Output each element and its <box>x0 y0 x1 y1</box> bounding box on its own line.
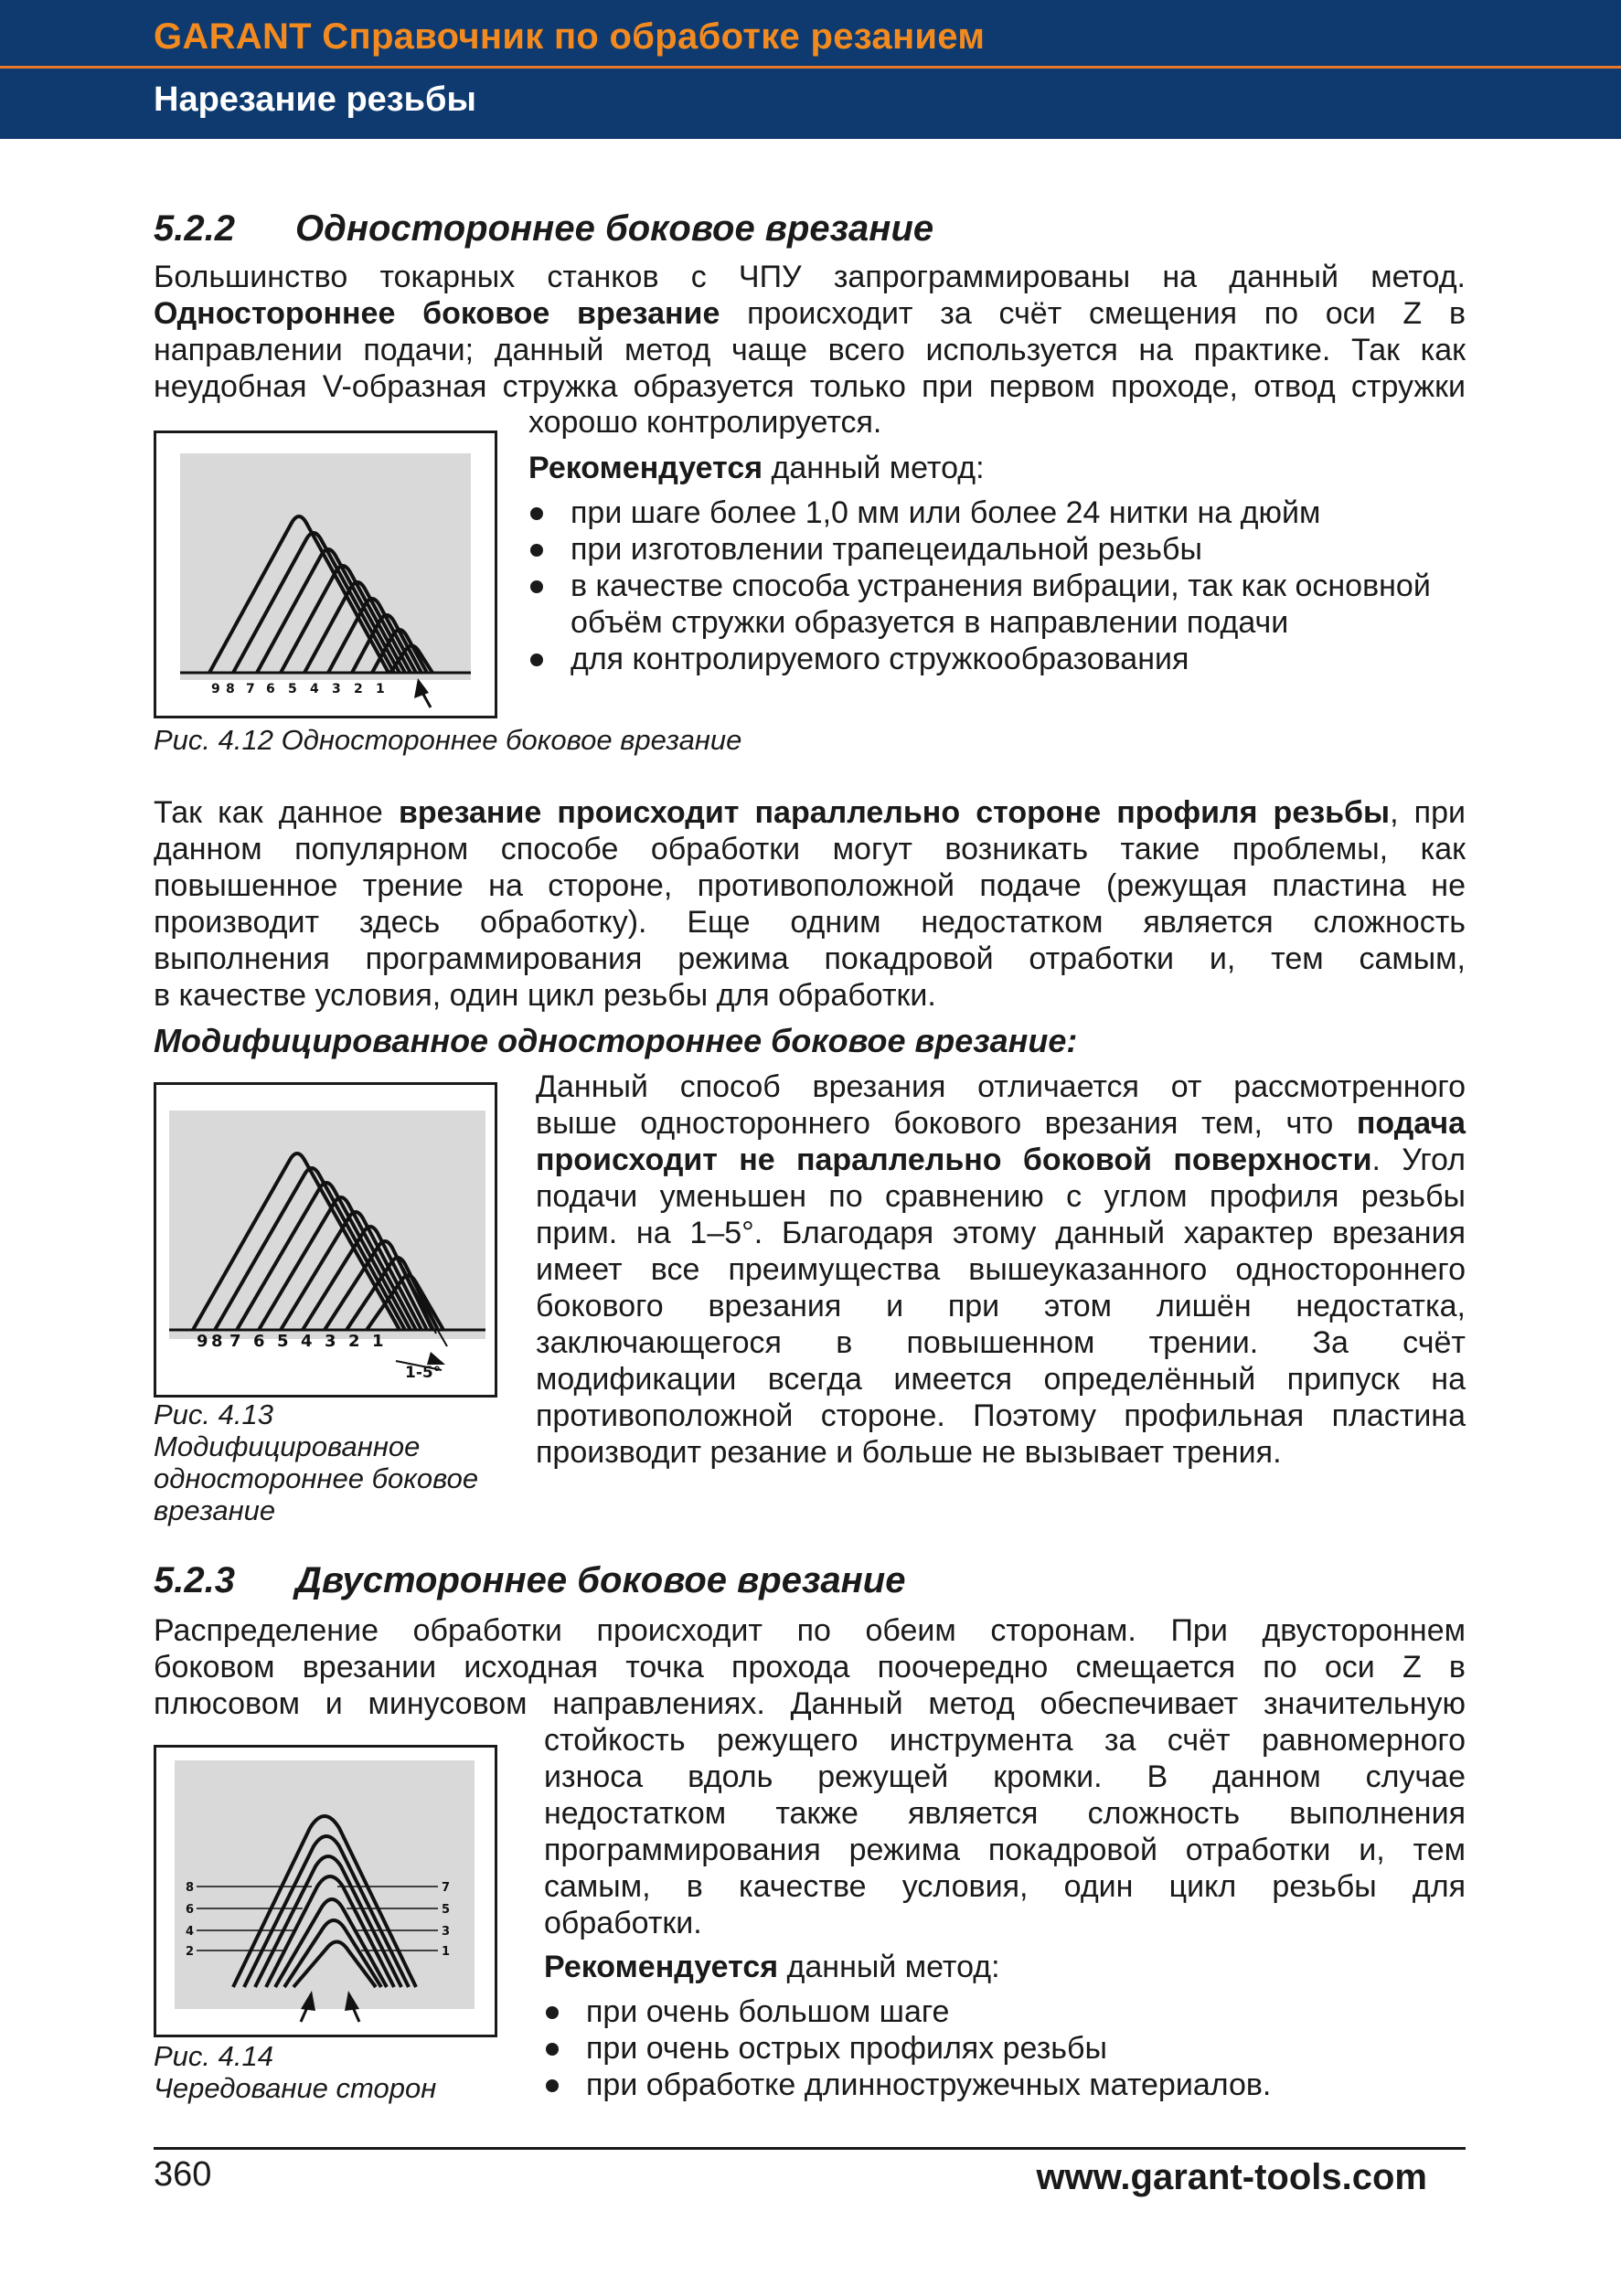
figure-4-14 <box>154 1745 497 2037</box>
text-line <box>154 794 1466 831</box>
feed-arrow-icon <box>414 678 431 707</box>
list-item: при очень большом шаге <box>544 1993 1271 2030</box>
caption-line: Чередование сторон <box>154 2072 437 2104</box>
recommendation-list <box>544 1993 1271 2103</box>
pass-label: 4 <box>310 682 319 696</box>
figure-caption <box>154 1398 478 1526</box>
bold-term: Рекомендуется <box>528 451 763 485</box>
text-line: производит здесь обработку). Еще одним недостатком является сложность <box>154 905 1466 940</box>
text-line <box>536 1142 1466 1178</box>
bold-term: подача <box>1356 1106 1466 1141</box>
pass-label: 5 <box>442 1903 451 1917</box>
footer-divider <box>154 2147 1466 2150</box>
text-line: заключающегося в повышенном трении. За счёт <box>536 1325 1466 1360</box>
header-divider <box>0 66 1621 69</box>
figure-4-12 <box>154 430 497 718</box>
list-item: при шаге более 1,0 мм или более 24 нитки на дюйм <box>528 494 1431 531</box>
bold-term: врезание происходит параллельно стороне профиля резьбы <box>398 795 1391 830</box>
alternating-flank-diagram <box>156 1748 495 2035</box>
text-line: бокового врезания и при этом лишён недостатка, <box>536 1289 1466 1323</box>
text-line: Данный способ врезания отличается от рассмотренного <box>536 1069 1466 1104</box>
text-line: неудобная V-образная стружка образуется только при первом проходе, отвод стружки <box>154 369 1466 404</box>
text-line: противоположной стороне. Поэтому профильная пластина <box>536 1398 1466 1433</box>
text-line: обработки. <box>544 1906 702 1940</box>
modified-heading: Модифицированное одностороннее боковое врезание: <box>154 1022 1078 1059</box>
pass-label: 7 <box>442 1881 451 1895</box>
text-span: объём стружки образуется в направлении подачи <box>571 605 1289 640</box>
pass-label: 6 <box>266 682 275 696</box>
page-header <box>0 0 1621 139</box>
list-item: для контролируемого стружкообразования <box>528 641 1431 677</box>
text-span: выше одностороннего бокового врезания тем, что <box>536 1106 1357 1141</box>
text-line: плюсовом и минусовом направлениях. Данный метод обеспечивает значительную <box>154 1686 1466 1721</box>
text-line <box>154 295 1466 332</box>
pass-label: 2 <box>186 1945 195 1959</box>
list-item: при обработке длинностружечных материалов. <box>544 2067 1271 2103</box>
section1-intro <box>154 259 1466 405</box>
pass-label: 6 <box>186 1903 195 1917</box>
modified-flank-infeed-diagram <box>156 1085 495 1395</box>
figure-caption: Рис. 4.12 Одностороннее боковое врезание <box>154 724 742 756</box>
figure-background <box>169 1111 485 1339</box>
pass-label: 3 <box>442 1925 451 1939</box>
text-line: в качестве условия, один цикл резьбы для обработки. <box>154 978 936 1013</box>
section-title: Одностороннее боковое врезание <box>295 208 934 249</box>
text-line: хорошо контролируется. <box>528 405 882 440</box>
pass-label: 1 <box>376 682 385 696</box>
section-number: 5.2.2 <box>154 208 235 249</box>
text-line: подачи уменьшен по сравнению с углом профиля резьбы <box>536 1179 1466 1214</box>
caption-line: Модифицированное <box>154 1430 421 1462</box>
caption-line: врезание <box>154 1494 276 1526</box>
text-line: недостатком также является сложность выполнения <box>544 1796 1466 1831</box>
angle-label: 1-5° <box>405 1364 442 1382</box>
section2-intro <box>154 1612 1466 1722</box>
bold-term: Рекомендуется <box>544 1950 779 1984</box>
text-line: самым, в качестве условия, один цикл резьбы для <box>544 1869 1466 1904</box>
text-line: данном популярном способе обработки могут возникать такие проблемы, как <box>154 832 1466 866</box>
list-item-continuation <box>528 604 1431 641</box>
bold-term: происходит не параллельно боковой поверхности <box>536 1143 1372 1177</box>
text-line: направлении подачи; данный метод чаще всего используется на практике. Так как <box>154 333 1466 367</box>
pass-label: 1 <box>442 1945 451 1959</box>
figure-background <box>175 1760 475 2009</box>
chapter-subtitle: Нарезание резьбы <box>154 80 476 119</box>
pass-label: 7 <box>229 1332 241 1351</box>
text-span: происходит за счёт смещения по оси Z в <box>720 296 1466 331</box>
section-heading-5-2-2 <box>154 208 933 250</box>
pass-label: 6 <box>253 1332 265 1351</box>
text-line: имеет все преимущества вышеуказанного одностороннего <box>536 1252 1466 1287</box>
text-line: Большинство токарных станков с ЧПУ запрограммированы на данный метод. <box>154 260 1466 294</box>
pass-label: 4 <box>301 1332 313 1351</box>
caption-line: Рис. 4.14 <box>154 2040 273 2072</box>
caption-line: одностороннее боковое <box>154 1462 479 1494</box>
text-line: прим. на 1–5°. Благодаря этому данный характер врезания <box>536 1216 1466 1250</box>
pass-label: 5 <box>288 682 297 696</box>
recommendation-label <box>528 451 985 486</box>
pass-numbers <box>211 682 385 696</box>
flank-infeed-diagram <box>156 433 495 716</box>
figure-caption <box>154 2040 436 2104</box>
text-line: производит резание и больше не вызывает трения. <box>536 1435 1282 1470</box>
text-line: выполнения программирования режима покадровой отработки и, тем самым, <box>154 941 1466 976</box>
section1-problems-paragraph <box>154 794 1466 1014</box>
text-line: повышенное трение на стороне, противоположной подаче (режущая пластина не <box>154 868 1466 903</box>
pass-label: 8 <box>186 1881 195 1895</box>
page-number: 360 <box>154 2155 212 2194</box>
section-number: 5.2.3 <box>154 1560 235 1600</box>
section-heading-5-2-3 <box>154 1560 905 1601</box>
pass-label: 2 <box>348 1332 360 1351</box>
pass-label: 8 <box>226 682 235 696</box>
recommendation-label <box>544 1950 1000 1985</box>
text-span: . Угол <box>1371 1143 1466 1177</box>
pass-label: 3 <box>332 682 341 696</box>
section-title: Двустороннее боковое врезание <box>295 1560 906 1600</box>
text-line: износа вдоль режущей кромки. В данном случае <box>544 1759 1466 1794</box>
section2-continued <box>544 1722 1466 1941</box>
recommendation-list <box>528 494 1431 677</box>
figure-4-13 <box>154 1082 497 1398</box>
website-link[interactable]: www.garant-tools.com <box>1036 2157 1427 2197</box>
list-item: при изготовлении трапецеидальной резьбы <box>528 531 1431 568</box>
brand-title: GARANT Справочник по обработке резанием <box>154 16 986 57</box>
text-line <box>536 1105 1466 1142</box>
text-line: Распределение обработки происходит по обеим сторонам. При двустороннем <box>154 1613 1466 1648</box>
text-span: данный метод: <box>763 451 985 485</box>
pass-label: 5 <box>277 1332 289 1351</box>
text-line: стойкость режущего инструмента за счёт равномерного <box>544 1723 1466 1758</box>
pass-label: 9 <box>211 682 220 696</box>
text-line: модификации всегда имеется определённый припуск на <box>536 1362 1466 1397</box>
modified-paragraph <box>536 1068 1466 1471</box>
text-span: данный метод: <box>778 1950 1000 1984</box>
pass-label: 1 <box>372 1332 384 1351</box>
pass-label: 4 <box>186 1925 195 1939</box>
text-line: программирования режима покадровой отработки и, тем <box>544 1833 1466 1867</box>
text-span: Так как данное <box>154 795 399 830</box>
list-item: в качестве способа устранения вибрации, так как основной <box>528 568 1431 604</box>
list-item: при очень острых профилях резьбы <box>544 2030 1271 2067</box>
pass-label: 3 <box>325 1332 336 1351</box>
text-line: боковом врезании исходная точка прохода поочередно смещается по оси Z в <box>154 1650 1466 1685</box>
text-span: , при <box>1390 795 1466 830</box>
pass-label: 9 <box>197 1332 208 1351</box>
pass-label: 8 <box>211 1332 223 1351</box>
pass-label: 7 <box>246 682 255 696</box>
bold-term: Одностороннее боковое врезание <box>154 296 720 331</box>
caption-line: Рис. 4.13 <box>154 1398 273 1430</box>
pass-label: 2 <box>354 682 363 696</box>
